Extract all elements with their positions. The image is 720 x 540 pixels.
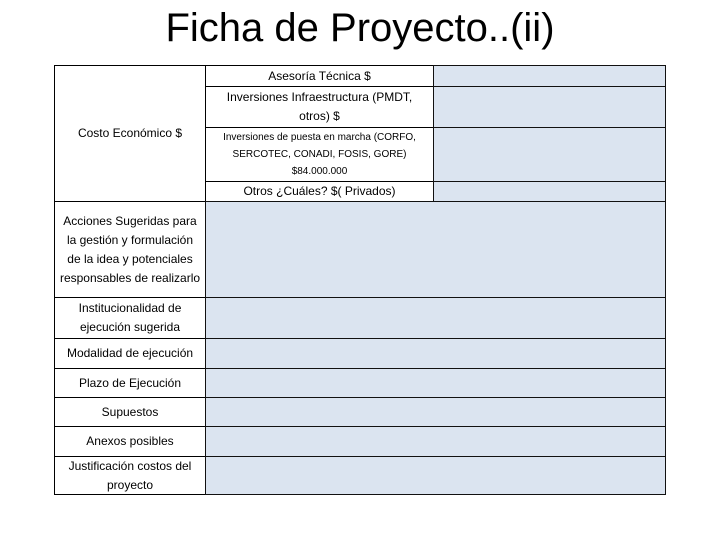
modalidad-ejecucion-field[interactable] (205, 338, 666, 369)
acciones-sugeridas-field[interactable] (205, 201, 666, 298)
justificacion-costos-field[interactable] (205, 456, 666, 495)
otros-cuales-label: Otros ¿Cuáles? $( Privados) (205, 181, 434, 202)
asesoria-tecnica-field[interactable] (433, 65, 666, 87)
inversiones-infraestructura-label: Inversiones Infraestructura (PMDT, otros) $ (205, 86, 434, 128)
institucionalidad-field[interactable] (205, 297, 666, 339)
inversiones-puesta-en-marcha-field[interactable] (433, 127, 666, 182)
modalidad-ejecucion-label: Modalidad de ejecución (54, 338, 206, 369)
supuestos-field[interactable] (205, 397, 666, 427)
inversiones-infraestructura-field[interactable] (433, 86, 666, 128)
plazo-ejecucion-label: Plazo de Ejecución (54, 368, 206, 398)
institucionalidad-label: Institucionalidad de ejecución sugerida (54, 297, 206, 339)
costo-economico-label: Costo Económico $ (54, 65, 206, 202)
inversiones-puesta-en-marcha-label: Inversiones de puesta en marcha (CORFO, SERCOTEC, CONADI, FOSIS, GORE) $84.000.000 (205, 127, 434, 182)
page-title: Ficha de Proyecto..(ii) (165, 6, 555, 50)
anexos-posibles-label: Anexos posibles (54, 426, 206, 457)
anexos-posibles-field[interactable] (205, 426, 666, 457)
otros-cuales-field[interactable] (433, 181, 666, 202)
supuestos-label: Supuestos (54, 397, 206, 427)
asesoria-tecnica-label: Asesoría Técnica $ (205, 65, 434, 87)
plazo-ejecucion-field[interactable] (205, 368, 666, 398)
acciones-sugeridas-label: Acciones Sugeridas para la gestión y formulación de la idea y potenciales responsables de realizarlo (54, 201, 206, 298)
justificacion-costos-label: Justificación costos del proyecto (54, 456, 206, 495)
